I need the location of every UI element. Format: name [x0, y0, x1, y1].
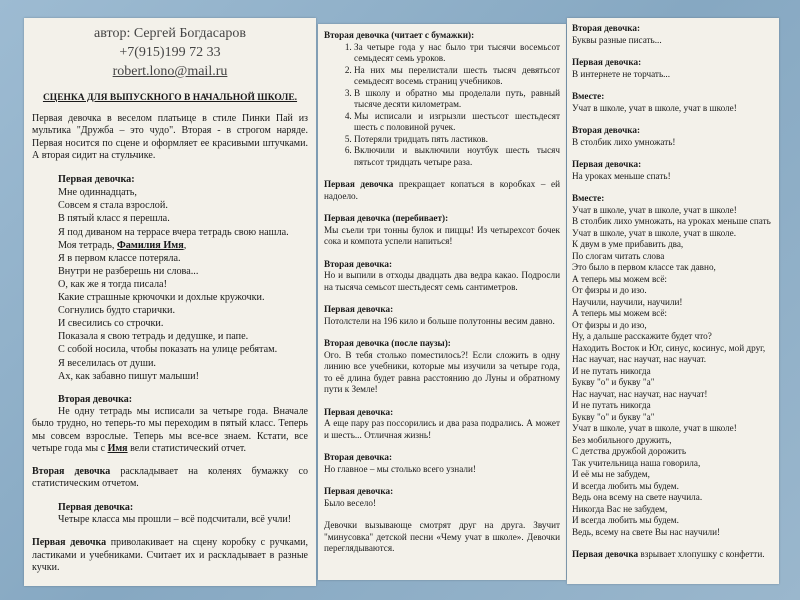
list-item: 3. В школу и обратно мы проделали путь, равный тысяче десяти километрам. — [354, 88, 560, 111]
poem-line: Какие страшные крючочки и дохлые кружочки. — [58, 292, 265, 304]
speaker-label: Вместе: — [572, 91, 605, 101]
author-phone: +7(915)199 72 33 — [119, 45, 221, 60]
stage-direction — [324, 179, 560, 202]
speech-text: Мы съели три тонны булок и пиццы! Из четырехсот бочек сока и компота успели напиться! — [324, 224, 560, 246]
song-line: По слогам читать слова — [572, 250, 665, 261]
speaker-label: Вторая девочка: — [324, 452, 393, 462]
column-3 — [567, 18, 779, 584]
speaker-label: Вторая девочка: — [572, 23, 641, 33]
speaker-label: Первая девочка: — [324, 486, 394, 496]
statistics-list — [324, 42, 560, 169]
list-item: 1. За четыре года у нас было три тысячи восемьсот семьдесят семь уроков. — [354, 42, 560, 65]
speaker-label: Первая девочка: — [572, 159, 642, 169]
song-line: Учат в школе, учат в школе, учат в школе! — [572, 204, 737, 215]
song-line: Научили, научили, научили! — [572, 296, 683, 307]
speaker-label: Первая девочка: — [324, 406, 394, 417]
speaker-label: Вторая девочка: — [324, 258, 393, 269]
scene-title: СЦЕНКА ДЛЯ ВЫПУСКНОГО В НАЧАЛЬНОЙ ШКОЛЕ. — [42, 93, 298, 103]
list-item: 6. Включили и выключили ноутбук шесть тысяч пятьсот тридцать четыре раза. — [354, 145, 560, 168]
placeholder-name: Имя — [107, 442, 128, 454]
speech-text: Но главное – мы столько всего узнали! — [324, 463, 476, 474]
poem-line: Ах, как забавно пишут малыши! — [58, 370, 199, 382]
song-line: Без мобильного дружить, — [572, 434, 672, 445]
song-line: Учат в школе, учат в школе, учат в школе. — [572, 227, 737, 238]
song-line: И её мы не забудем, — [572, 469, 650, 479]
stage-direction — [572, 549, 774, 561]
speech-block-1 — [32, 173, 308, 383]
author-header — [32, 24, 308, 81]
stage-role: Вторая девочка — [32, 466, 111, 478]
song-line: А теперь мы можем всё: — [572, 273, 667, 284]
placeholder-name: Фамилия Имя — [117, 239, 184, 251]
speech-block-2 — [32, 394, 308, 455]
speaker-label: Вторая девочка (после паузы): — [324, 338, 451, 348]
stage-direction — [32, 537, 308, 574]
list-item: 2. На них мы перелистали шесть тысяч девятьсот семьдесят восемь страниц учебников. — [354, 65, 560, 88]
song-line: Никогда Вас не забудем, — [572, 503, 668, 514]
song-line: Находить Восток и Юг, синус, косинус, мой друг, — [572, 342, 766, 353]
speech-text: На уроках меньше спать! — [572, 170, 671, 181]
stage-direction: Девочки вызывающе смотрят друг на друга. Звучит "минусовка" детской песни «Чему учат в школе». Девочки переглядываются. — [324, 520, 560, 553]
song-line: От физры и до изо, — [572, 319, 647, 330]
list-item: 4. Мы исписали и изгрызли шестьсот шестьдесят шесть с половиной ручек. — [354, 111, 560, 134]
stage-text: приволакивает на сцену коробку с ручками, ластиками и учебниками. Считает их и раскладывает в разные кучки. — [32, 537, 308, 573]
speech-part: Не одну тетрадь мы исписали за четыре года. Вначале было трудно, но теперь-то мы переходим в пятый класс. Теперь мы совсем взрослые. Теперь мы все-все знаем. Кстати, все четыре года мы с — [32, 405, 308, 454]
speaker-label: Первая девочка: — [324, 304, 394, 314]
poem-line: В пятый класс я перешла. — [58, 213, 170, 225]
song-line: Так учительница наша говорила, — [572, 457, 701, 468]
stage-text: взрывает хлопушку с конфетти. — [638, 549, 765, 559]
speech-part: вели статистический отчет. — [127, 442, 247, 454]
song-line: И всегда любить мы будем. — [572, 480, 679, 491]
column-1 — [24, 18, 316, 586]
song-line: Нас научат, нас научат, нас научат! — [572, 388, 708, 399]
speech-text: А еще пару раз поссорились и два раза подрались. А может и шесть... Отличная жизнь! — [324, 418, 560, 440]
stage-role: Первая девочка — [32, 537, 107, 549]
speech-text: Но и выпили в отходы двадцать два ведра какао. Подросли на тысяча семьсот шестьдесят семь сантиметров. — [324, 270, 560, 292]
speech-text: Четыре класса мы прошли – всё подсчитали, всё учли! — [58, 514, 292, 526]
speech-text: Было весело! — [324, 497, 377, 508]
speech-text: Учат в школе, учат в школе, учат в школе! — [572, 102, 737, 113]
poem-line: Внутри не разберешь ни слова... — [58, 265, 199, 277]
speaker-label: Вместе: — [572, 193, 605, 203]
speaker-label: Вторая девочка (читает с бумажки): — [324, 30, 475, 40]
song-line: А теперь мы можем всё: — [572, 308, 667, 318]
song-line: Букву "о" и букву "а" — [572, 411, 655, 422]
list-item: 5. Потеряли тридцать пять ластиков. — [354, 134, 560, 146]
intro-paragraph: Первая девочка в веселом платьице в стиле Пинки Пай из мультика "Дружба – это чудо". Вторая - в строгом наряде. Первая носится по сцене и оформляет ее красивыми штучками. А вторая сидит на стульчике. — [32, 113, 308, 161]
speech-text — [32, 406, 308, 455]
song-line: Ведь она всему на свете научила. — [572, 492, 703, 502]
poem-line: И свесились со строчки. — [58, 318, 164, 330]
stage-role: Первая девочка — [572, 549, 639, 559]
speech-text: Ого. В тебя столько поместилось?! Если сложить в одну линию все учебники, которые мы изучили за четыре года, то её длина будет равна расстоянию до Луны и обратному пути к Земле! — [324, 349, 560, 394]
song-line: Ведь, всему на свете Вы нас научили! — [572, 526, 721, 537]
song-line: С детства дружбой дорожить — [572, 446, 687, 456]
poem-line: Совсем я стала взрослой. — [58, 200, 168, 212]
speaker-label: Первая девочка: — [58, 501, 134, 513]
stage-role: Первая девочка — [324, 179, 394, 189]
speaker-label: Первая девочка (перебивает): — [324, 213, 449, 223]
poem-line: Я веселилась от души. — [58, 357, 156, 369]
author-email[interactable]: robert.lono@mail.ru — [112, 64, 228, 79]
stage-text: раскладывает на коленях бумажку со статистическим отчетом. — [32, 466, 308, 490]
song-line: И не путать никогда — [572, 365, 651, 376]
song-line: Букву "о" и букву "а" — [572, 377, 655, 387]
speaker-label: Вторая девочка: — [572, 125, 641, 135]
song-line: Это было в первом классе так давно, — [572, 262, 716, 272]
song-line: Нас научат, нас научат, нас научат. — [572, 354, 707, 364]
column-2 — [318, 24, 566, 580]
author-name: автор: Сергей Богдасаров — [94, 26, 246, 41]
song-line: И всегда любить мы будем. — [572, 515, 679, 525]
poem-line: Согнулись будто старички. — [58, 305, 176, 317]
poem-line: О, как же я тогда писала! — [58, 278, 167, 290]
stage-text: прекращает копаться в коробках – ей надоело. — [324, 179, 560, 201]
poem-line: Мне одиннадцать, — [58, 187, 137, 199]
poem-line: Я в первом классе потеряла. — [58, 252, 181, 264]
song-line: К двум в уме прибавить два, — [572, 239, 684, 249]
song-line: Ну, а дальше расскажите будет что? — [572, 331, 712, 341]
speech-text: В интернете не торчать... — [572, 68, 671, 79]
speech-text: Потолстели на 196 кило и больше полутонны весим давно. — [324, 315, 555, 326]
song-line: И не путать никогда — [572, 400, 651, 410]
poem-text: Моя тетрадь, — [58, 239, 118, 251]
speech-block-3 — [32, 502, 308, 527]
speech-text: В столбик лихо умножать! — [572, 136, 676, 147]
speaker-label: Вторая девочка: — [58, 393, 133, 405]
stage-direction — [32, 466, 308, 491]
speaker-label: Первая девочка: — [58, 174, 135, 186]
poem-text: , — [183, 239, 187, 251]
song-line: От физры и до изо. — [572, 285, 647, 295]
song-lyrics — [572, 205, 774, 539]
song-line: В столбик лихо умножать, на уроках меньше спать — [572, 216, 771, 226]
speech-text: Буквы разные писать... — [572, 34, 662, 45]
song-line: Учат в школе, учат в школе, учат в школе! — [572, 423, 737, 433]
poem-line: С собой носила, чтобы показать на улице ребятам. — [58, 344, 278, 356]
poem-line: Я под диваном на террасе вчера тетрадь свою нашла. — [58, 226, 289, 238]
speaker-label: Первая девочка: — [572, 57, 642, 67]
poem-line: Показала я свою тетрадь и дедушке, и папе. — [58, 331, 249, 343]
poem-line — [58, 239, 308, 252]
